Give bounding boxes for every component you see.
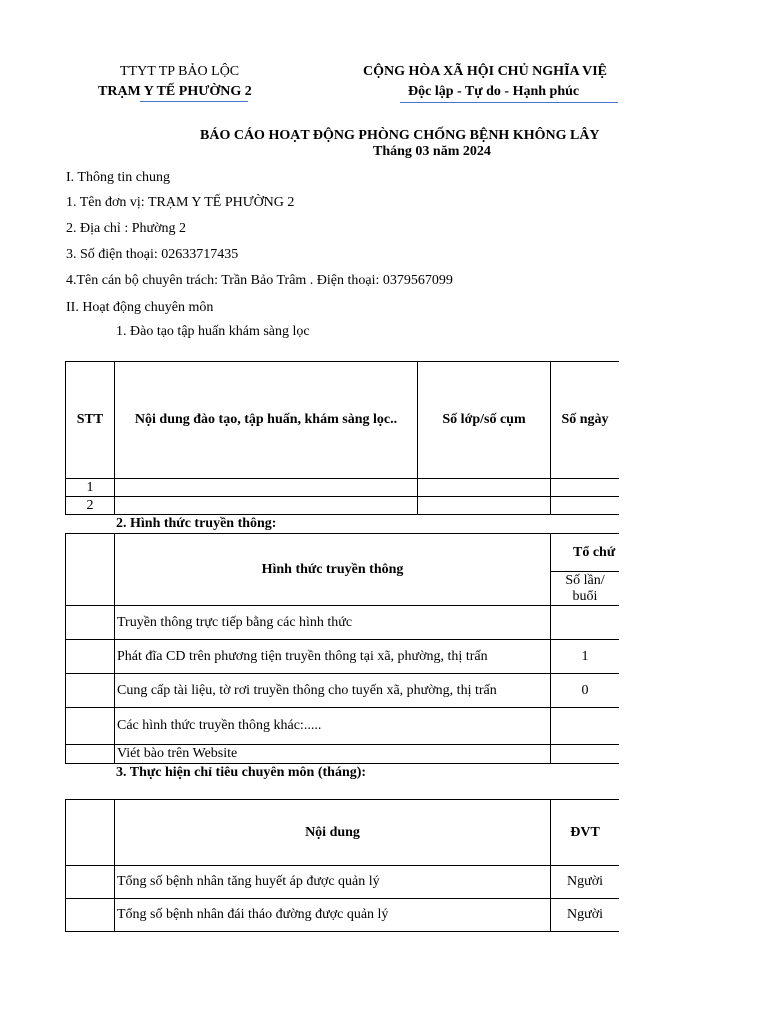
info-address: 2. Địa chỉ : Phường 2 [66, 221, 186, 236]
info-phone: 3. Số điện thoại: 02633717435 [66, 247, 239, 262]
national-motto: Độc lập - Tự do - Hạnh phúc [408, 84, 580, 99]
table-row: Truyền thông trực tiếp bằng các hình thức [66, 606, 686, 640]
col-days: Số ngày [551, 362, 620, 479]
table-row: Viét bào trên Website [66, 745, 686, 764]
table-row: 2 [66, 497, 620, 515]
subsection-training: 1. Đào tạo tập huấn khám sàng lọc [116, 324, 310, 339]
header-underline-right [400, 102, 618, 103]
report-title: BÁO CÁO HOẠT ĐỘNG PHÒNG CHỐNG BỆNH KHÔNG LÂY [200, 128, 600, 143]
communication-table [65, 533, 686, 764]
national-title: CỘNG HÒA XÃ HỘI CHỦ NGHĨA VIỆ [363, 64, 607, 79]
section-targets: 3. Thực hiện chỉ tiêu chuyên môn (tháng): [116, 765, 367, 780]
table-row: Tổng số bệnh nhân đái tháo đường được quản lý Người [66, 899, 620, 932]
col-unit: ĐVT [551, 800, 620, 866]
table-row: 1 [66, 479, 620, 497]
section-professional: II. Hoạt động chuyên môn [66, 300, 214, 315]
info-unit-name: 1. Tên đơn vị: TRẠM Y TẾ PHƯỜNG 2 [66, 195, 295, 210]
training-table [65, 361, 620, 515]
table-row: Phát đĩa CD trên phương tiện truyền thông tại xã, phường, thị trấn 1 [66, 640, 686, 674]
section-communication: 2. Hình thức truyền thông: [116, 516, 277, 531]
table-row: Cung cấp tài liệu, tờ rơi truyền thông cho tuyến xã, phường, thị trấn 0 [66, 674, 686, 708]
col-comm-form: Hình thức truyền thông [115, 534, 551, 606]
report-period: Tháng 03 năm 2024 [373, 144, 491, 159]
targets-table [65, 799, 620, 932]
col-content: Nội dung [115, 800, 551, 866]
col-session-count: Số lần/ buổi [551, 572, 620, 606]
table-row: Tổng số bệnh nhân tăng huyết áp được quản lý Người [66, 866, 620, 899]
section-general-info: I. Thông tin chung [66, 170, 170, 185]
header-underline-left [140, 101, 248, 102]
col-training-content: Nội dung đào tạo, tập huấn, khám sàng lọc.. [115, 362, 418, 479]
page-crop-mask [619, 0, 768, 1024]
org-parent: TTYT TP BẢO LỘC [120, 64, 240, 79]
col-stt: STT [66, 362, 115, 479]
table-row: Các hình thức truyền thông khác:..... [66, 708, 686, 745]
col-class-count: Số lớp/số cụm [418, 362, 551, 479]
col-group-organized: Tổ chứ [551, 534, 686, 572]
info-officer: 4.Tên cán bộ chuyên trách: Trần Bảo Trâm . Điện thoại: 0379567099 [66, 273, 453, 288]
org-unit: TRẠM Y TẾ PHƯỜNG 2 [98, 84, 252, 99]
